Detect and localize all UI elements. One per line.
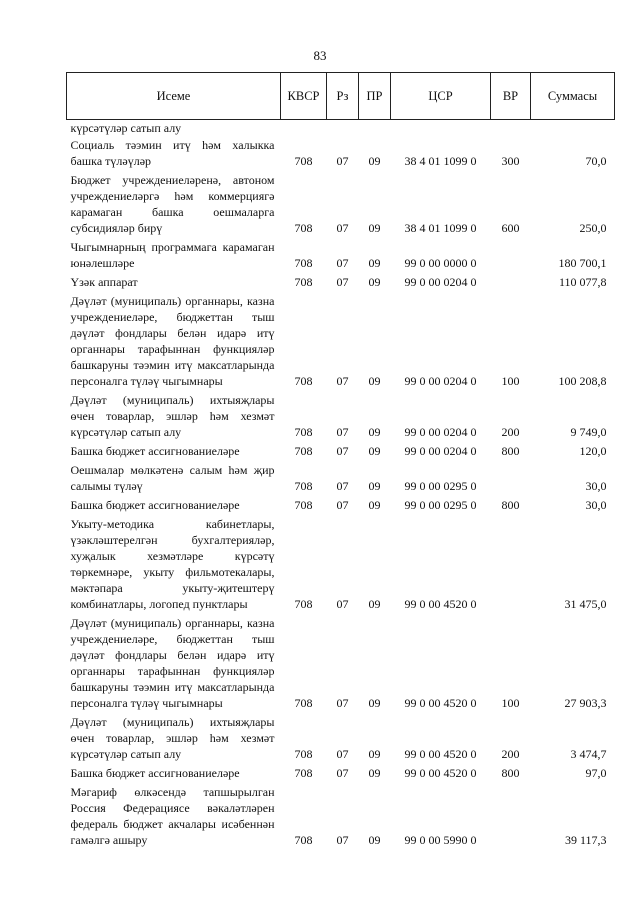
row-pr: 09 bbox=[368, 597, 381, 611]
header-csr: ЦСР bbox=[391, 73, 491, 120]
row-vr bbox=[491, 460, 531, 495]
row-csr: 99 0 00 4520 0 bbox=[404, 766, 477, 780]
row-csr: 99 0 00 0204 0 bbox=[404, 374, 477, 388]
row-kvsr: 708 bbox=[294, 256, 313, 270]
row-name: Дәүләт (муниципаль) ихтыяҗлары өчен товарлар, эшләр һәм хезмәт күрсәтүләр сатып алу bbox=[70, 715, 275, 761]
header-vr: ВР bbox=[491, 73, 531, 120]
row-pr: 09 bbox=[368, 833, 381, 847]
row-csr: 99 0 00 0204 0 bbox=[404, 275, 477, 289]
row-pr: 09 bbox=[368, 221, 381, 235]
row-kvsr: 708 bbox=[294, 597, 313, 611]
row-kvsr: 708 bbox=[294, 696, 313, 710]
row-rz: 07 bbox=[336, 479, 349, 493]
row-pr: 09 bbox=[368, 444, 381, 458]
row-sum: 97,0 bbox=[585, 766, 607, 780]
row-vr bbox=[491, 272, 531, 291]
row-rz: 07 bbox=[336, 275, 349, 289]
row-name: Дәүләт (муниципаль) ихтыяҗлары өчен товарлар, эшләр һәм хезмәт күрсәтүләр сатып алу bbox=[70, 393, 275, 439]
header-sum: Суммасы bbox=[531, 73, 615, 120]
row-kvsr: 708 bbox=[294, 374, 313, 388]
table-row bbox=[67, 782, 615, 849]
row-sum: 250,0 bbox=[579, 221, 607, 235]
row-name: Дәүләт (муниципаль) органнары, казна учреждениеләре, бюджеттан тыш дәүләт фондлары белән идарә итү органнары тарафыннан функцияләр башкаруны тәэмин итү максатларында персоналга түләү чыгымнары bbox=[70, 294, 275, 388]
table-row bbox=[67, 763, 615, 782]
table-row bbox=[67, 613, 615, 712]
row-name: Чыгымнарның программага карамаган юнәлешләре bbox=[70, 240, 275, 270]
row-name: Бюджет учреждениеләренә, автоном учреждениеләргә һәм коммерциягә карамаган башка оешмаларга субсидияләр бирү bbox=[70, 173, 275, 235]
row-rz: 07 bbox=[336, 498, 349, 512]
row-kvsr: 708 bbox=[294, 275, 313, 289]
row-vr: 800 bbox=[501, 498, 520, 512]
row-kvsr: 708 bbox=[294, 766, 313, 780]
table-row bbox=[67, 712, 615, 763]
table-row bbox=[67, 514, 615, 613]
row-rz: 07 bbox=[336, 154, 349, 168]
row-sum: 9 749,0 bbox=[570, 425, 607, 439]
row-kvsr: 708 bbox=[294, 425, 313, 439]
row-pr bbox=[359, 120, 391, 136]
header-name: Исеме bbox=[67, 73, 281, 120]
header-kvsr: КВСР bbox=[281, 73, 327, 120]
row-csr: 38 4 01 1099 0 bbox=[404, 221, 477, 235]
row-rz: 07 bbox=[336, 747, 349, 761]
row-kvsr: 708 bbox=[294, 444, 313, 458]
row-rz: 07 bbox=[336, 444, 349, 458]
row-name: Башка бюджет ассигнованиеләре bbox=[70, 498, 240, 512]
row-pr: 09 bbox=[368, 479, 381, 493]
row-pr: 09 bbox=[368, 498, 381, 512]
row-pr: 09 bbox=[368, 425, 381, 439]
table-row bbox=[67, 441, 615, 460]
row-csr: 99 0 00 0295 0 bbox=[404, 479, 477, 493]
page-number: 83 bbox=[313, 48, 327, 63]
row-sum: 31 475,0 bbox=[564, 597, 607, 611]
row-name: Башка бюджет ассигнованиеләре bbox=[70, 444, 240, 458]
row-vr: 300 bbox=[501, 154, 520, 168]
row-rz bbox=[327, 120, 359, 136]
header-rz: Рз bbox=[327, 73, 359, 120]
row-vr: 100 bbox=[501, 374, 520, 388]
table-row bbox=[67, 135, 615, 170]
row-vr: 200 bbox=[501, 747, 520, 761]
row-pr: 09 bbox=[368, 256, 381, 270]
row-rz: 07 bbox=[336, 221, 349, 235]
row-kvsr: 708 bbox=[294, 833, 313, 847]
row-pr: 09 bbox=[368, 747, 381, 761]
table-row bbox=[67, 460, 615, 495]
row-kvsr: 708 bbox=[294, 747, 313, 761]
row-csr: 99 0 00 5990 0 bbox=[404, 833, 477, 847]
row-kvsr: 708 bbox=[294, 498, 313, 512]
row-sum: 180 700,1 bbox=[558, 256, 607, 270]
table-row bbox=[67, 120, 615, 136]
row-kvsr bbox=[281, 120, 327, 136]
row-sum: 100 208,8 bbox=[558, 374, 607, 388]
row-vr: 600 bbox=[501, 221, 520, 235]
table-row bbox=[67, 495, 615, 514]
row-csr: 99 0 00 4520 0 bbox=[404, 747, 477, 761]
row-name: Оешмалар мөлкәтенә салым һәм җир салымы түләү bbox=[70, 463, 275, 493]
row-sum: 3 474,7 bbox=[570, 747, 607, 761]
table-row bbox=[67, 291, 615, 390]
row-kvsr: 708 bbox=[294, 221, 313, 235]
row-name: Дәүләт (муниципаль) органнары, казна учреждениеләре, бюджеттан тыш дәүләт фондлары белән идарә итү органнары тарафыннан функцияләр башкаруны тәэмин итү максатларында персоналга түләү чыгымнары bbox=[70, 616, 275, 710]
row-vr: 200 bbox=[501, 425, 520, 439]
table-row bbox=[67, 170, 615, 237]
row-name: Социаль тәэмин итү һәм халыкка башка түләүләр bbox=[70, 138, 275, 168]
row-sum: 39 117,3 bbox=[564, 833, 607, 847]
row-rz: 07 bbox=[336, 696, 349, 710]
row-pr: 09 bbox=[368, 696, 381, 710]
table-row bbox=[67, 390, 615, 441]
row-vr: 800 bbox=[501, 444, 520, 458]
row-rz: 07 bbox=[336, 597, 349, 611]
row-sum: 120,0 bbox=[579, 444, 607, 458]
row-rz: 07 bbox=[336, 766, 349, 780]
row-csr bbox=[391, 120, 491, 136]
row-vr bbox=[491, 782, 531, 849]
row-csr: 99 0 00 0204 0 bbox=[404, 444, 477, 458]
row-csr: 99 0 00 4520 0 bbox=[404, 696, 477, 710]
row-name: Үзәк аппарат bbox=[70, 275, 138, 289]
row-rz: 07 bbox=[336, 425, 349, 439]
row-sum: 30,0 bbox=[585, 479, 607, 493]
budget-table bbox=[66, 72, 615, 849]
row-vr bbox=[491, 120, 531, 136]
table-row bbox=[67, 272, 615, 291]
row-vr bbox=[491, 514, 531, 613]
row-pr: 09 bbox=[368, 154, 381, 168]
row-name: Укыту-методика кабинетлары, үзәкләштерелгән бухгалтерияләр, хуҗалык хезмәтләре күрсәтү төркемнәре, укыту фильмотекалары, мәктәпара укыту-җитештерү комбинатлары, логопед пунктлары bbox=[70, 517, 275, 611]
row-name: күрсәтүләр сатып алу bbox=[70, 121, 182, 135]
row-vr: 100 bbox=[501, 696, 520, 710]
row-sum: 30,0 bbox=[585, 498, 607, 512]
row-kvsr: 708 bbox=[294, 154, 313, 168]
row-csr: 99 0 00 0295 0 bbox=[404, 498, 477, 512]
table-body bbox=[67, 120, 615, 850]
table-row bbox=[67, 237, 615, 272]
row-sum: 110 077,8 bbox=[558, 275, 607, 289]
row-kvsr: 708 bbox=[294, 479, 313, 493]
row-pr: 09 bbox=[368, 766, 381, 780]
row-csr: 99 0 00 4520 0 bbox=[404, 597, 477, 611]
row-rz: 07 bbox=[336, 256, 349, 270]
row-pr: 09 bbox=[368, 275, 381, 289]
row-vr bbox=[491, 237, 531, 272]
row-rz: 07 bbox=[336, 374, 349, 388]
row-vr: 800 bbox=[501, 766, 520, 780]
row-rz: 07 bbox=[336, 833, 349, 847]
row-csr: 99 0 00 0204 0 bbox=[404, 425, 477, 439]
row-sum: 70,0 bbox=[585, 154, 607, 168]
row-pr: 09 bbox=[368, 374, 381, 388]
row-sum: 27 903,3 bbox=[564, 696, 607, 710]
header-pr: ПР bbox=[359, 73, 391, 120]
table-header bbox=[67, 73, 615, 120]
row-sum bbox=[531, 120, 615, 136]
row-csr: 99 0 00 0000 0 bbox=[404, 256, 477, 270]
row-csr: 38 4 01 1099 0 bbox=[404, 154, 477, 168]
row-name: Мәгариф өлкәсендә тапшырылган Россия Федерациясе вәкаләтләрен федераль бюджет акчалары исәбеннән гамәлгә ашыру bbox=[70, 785, 275, 847]
row-name: Башка бюджет ассигнованиеләре bbox=[70, 766, 240, 780]
